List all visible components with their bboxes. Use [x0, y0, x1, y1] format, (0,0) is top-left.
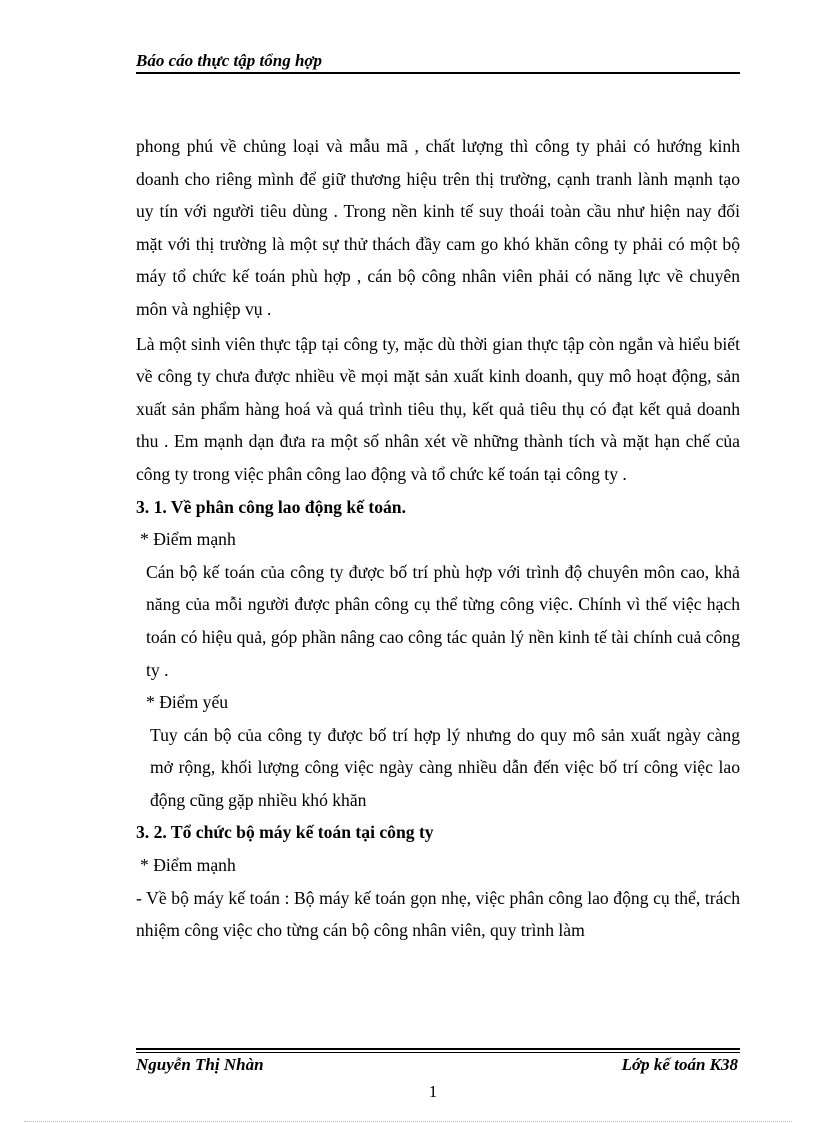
- paragraph-2: Là một sinh viên thực tập tại công ty, mặc dù thời gian thực tập còn ngắn và hiểu biết về công ty chưa được nhiều về mọi mặt sản xuất kinh doanh, quy mô hoạt động, sản xuất sản phẩm hàng hoá và quá trình tiêu thụ, kết quả tiêu thụ có đạt kết quả doanh thu . Em mạnh dạn đưa ra một số nhân xét về những thành tích và mặt hạn chế của công ty trong việc phân công lao động và tổ chức kế toán tại công ty .: [136, 333, 740, 484]
- weakness-label-1: * Điểm yếu: [146, 692, 229, 713]
- footer-author: Nguyễn Thị Nhàn: [136, 1055, 264, 1074]
- paragraph-5: - Về bộ máy kế toán : Bộ máy kế toán gọn nhẹ, việc phân công lao động cụ thể, trách nhiệm công việc cho từng cán bộ công nhân viên, quy trình làm: [136, 887, 740, 941]
- footer-class: Lớp kế toán K38: [621, 1055, 738, 1074]
- strength-label-2: * Điểm mạnh: [140, 855, 236, 876]
- page-bottom-border: [24, 1121, 792, 1122]
- footer-divider-thick: [136, 1048, 740, 1050]
- section-heading-3-1: 3. 1. Về phân công lao động kế toán.: [136, 496, 406, 517]
- paragraph-1: phong phú về chủng loại và mẫu mã , chất lượng thì công ty phải có hướng kinh doanh cho riêng mình để giữ thương hiệu trên thị trường, cạnh tranh lành mạnh tạo uy tín với người tiêu dùng . Trong nền kinh tế suy thoái toàn cầu như hiện nay đối mặt với thị trường là một sự thử thách đầy cam go khó khăn công ty phải có một bộ máy tổ chức kế toán phù hợp , cán bộ công nhân viên phải có năng lực về chuyên môn và nghiệp vụ .: [136, 136, 740, 319]
- strength-label-1: * Điểm mạnh: [140, 529, 236, 550]
- paragraph-3: Cán bộ kế toán của công ty được bố trí phù hợp với trình độ chuyên môn cao, khả năng của mỗi người được phân công cụ thể từng công việc. Chính vì thế việc hạch toán có hiệu quả, góp phần nâng cao công tác quản lý nền kinh tế tài chính cuả công ty .: [146, 561, 740, 680]
- footer-divider-thin: [136, 1052, 740, 1053]
- page-number: 1: [428, 1082, 438, 1101]
- page-header: [136, 48, 740, 74]
- header-title: Báo cáo thực tập tổng hợp: [136, 51, 323, 70]
- document-body: [136, 130, 740, 947]
- section-heading-3-2: 3. 2. Tổ chức bộ máy kế toán tại công ty: [136, 822, 434, 843]
- paragraph-4: Tuy cán bộ của công ty được bố trí hợp lý nhưng do quy mô sản xuất ngày càng mở rộng, khối lượng công việc ngày càng nhiều dẫn đến việc bố trí công việc lao động cũng gặp nhiều khó khăn: [150, 724, 740, 810]
